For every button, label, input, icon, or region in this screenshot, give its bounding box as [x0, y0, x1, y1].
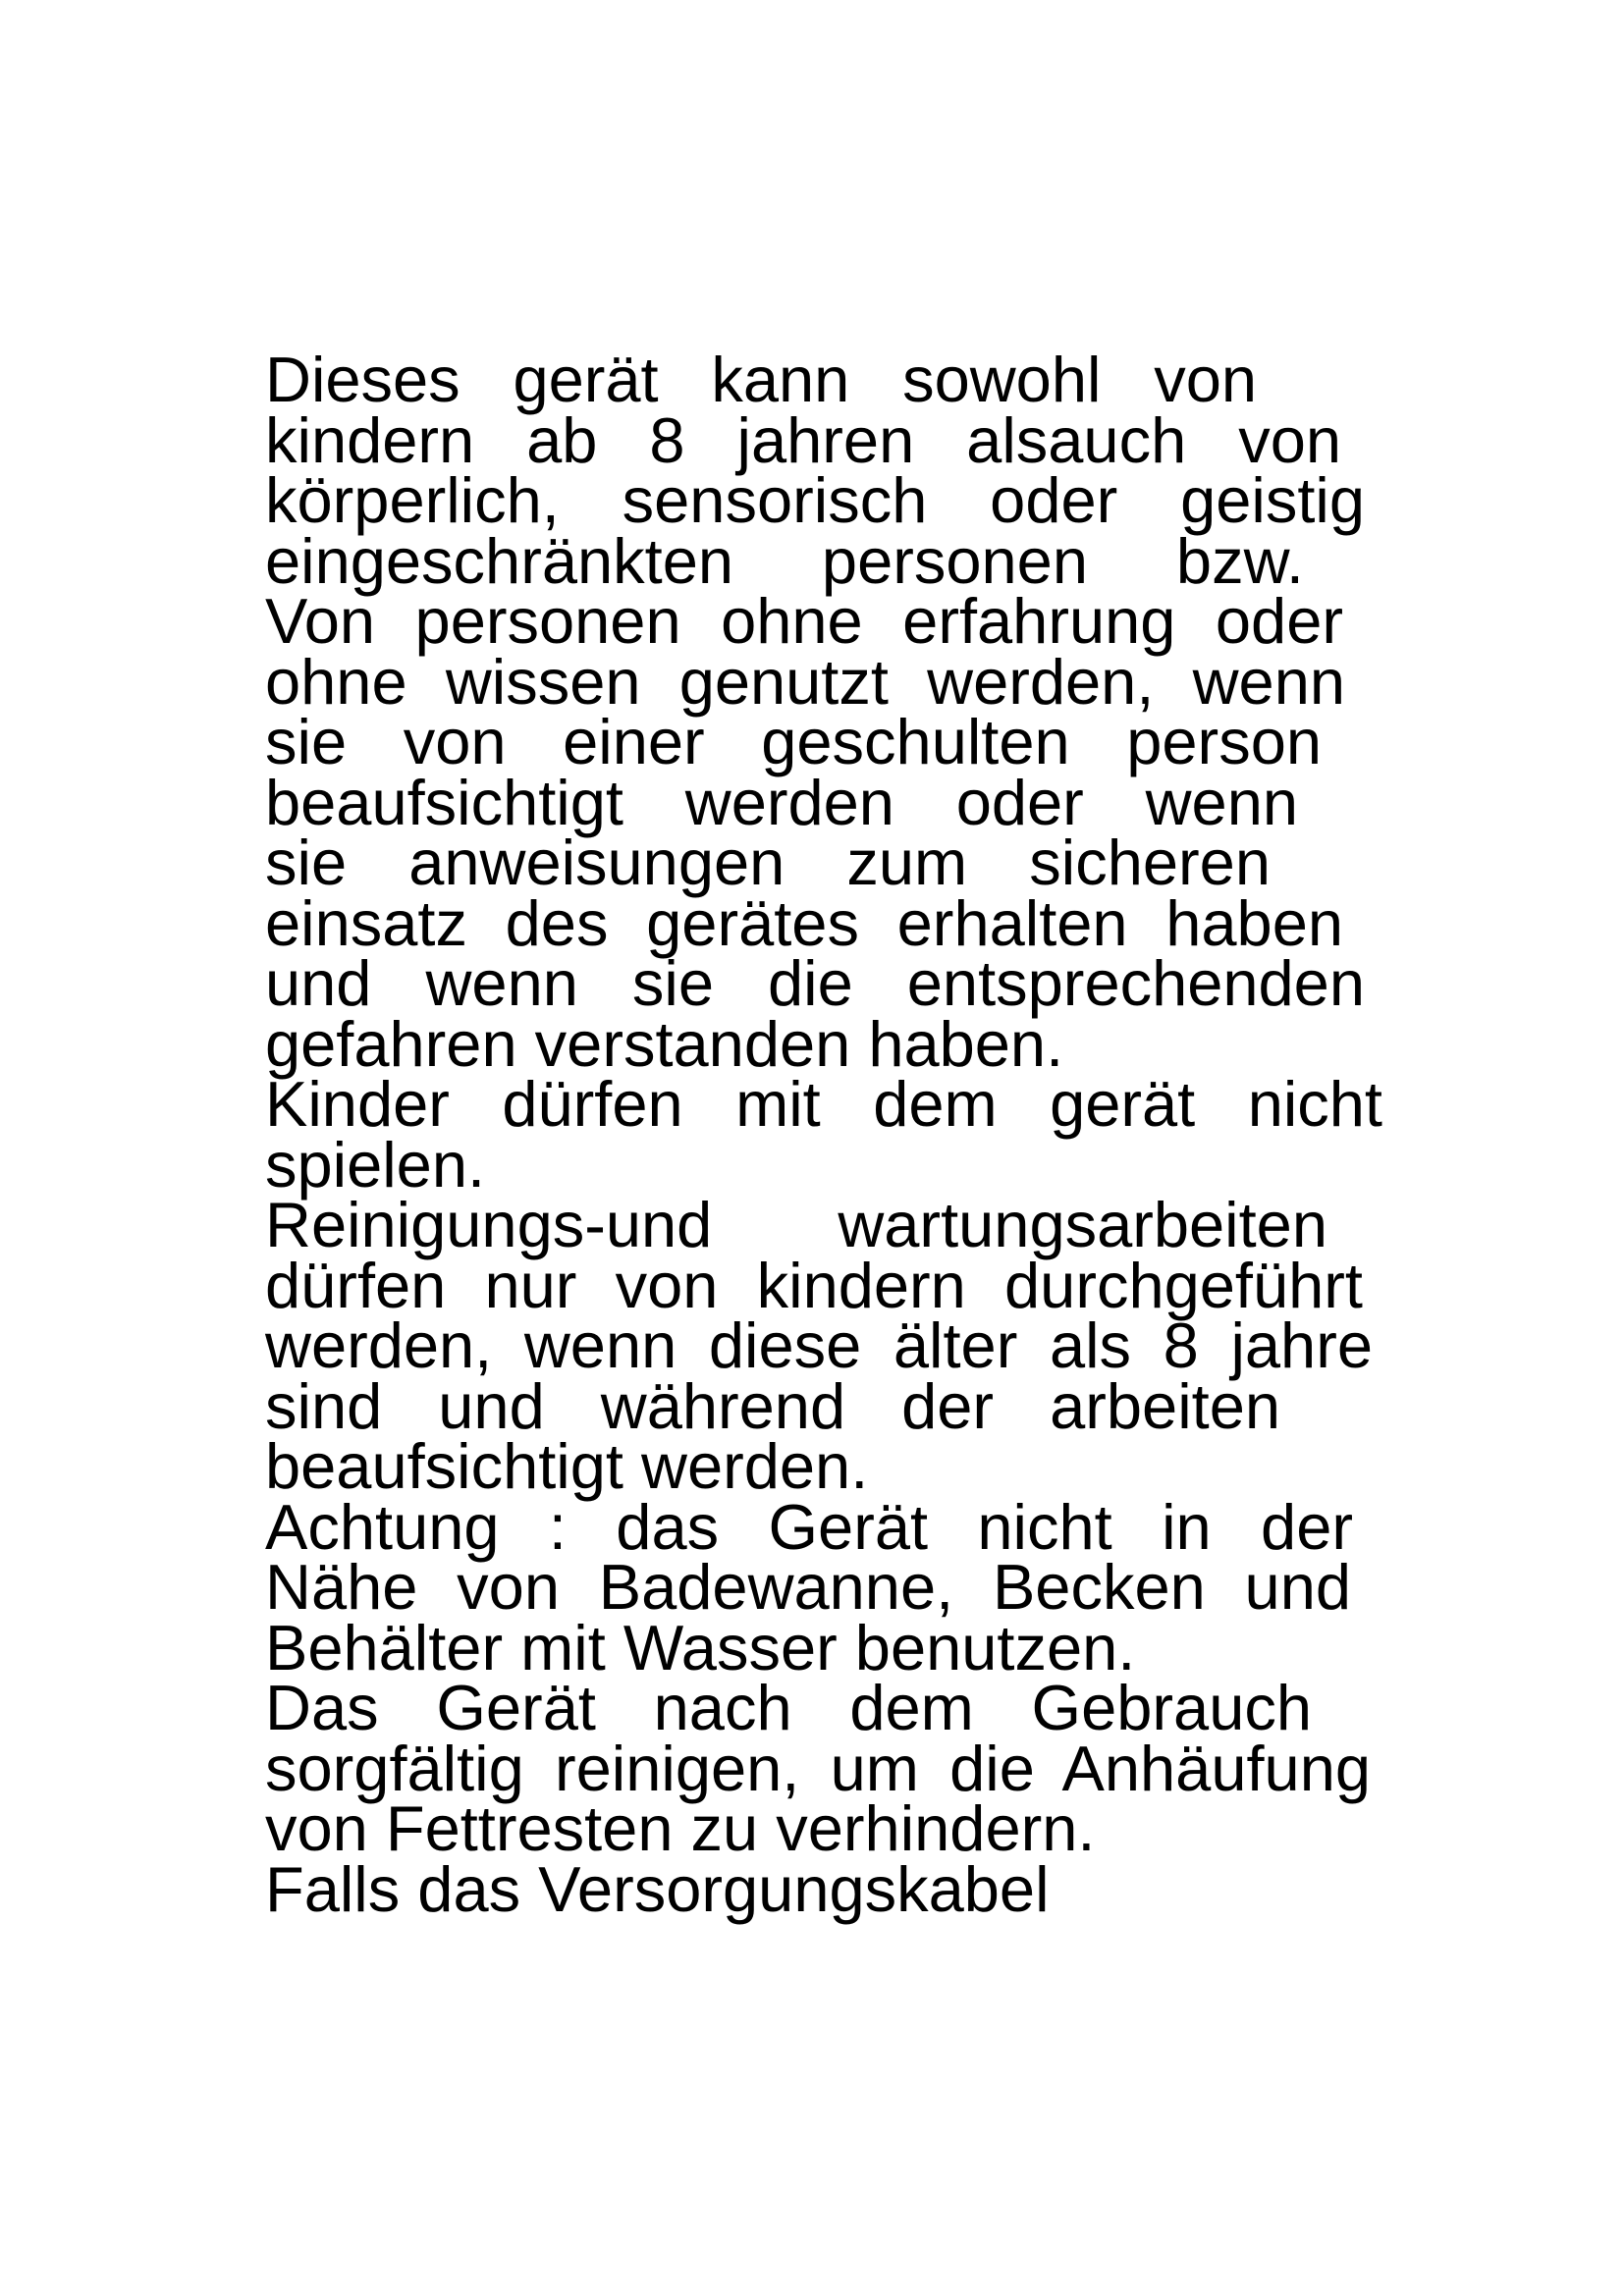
text-line: Behälter mit Wasser benutzen. — [265, 1611, 1136, 1683]
text-line: sie anweisungen zum sicheren — [265, 827, 1271, 898]
text-line: beaufsichtigt werden. — [265, 1430, 869, 1502]
safety-instructions-text — [265, 344, 1384, 1925]
text-line: Dieses gerät kann sowohl von — [265, 344, 1257, 415]
text-line: einsatz des gerätes erhalten haben — [265, 886, 1343, 959]
text-line: Das Gerät nach dem Gebrauch — [265, 1672, 1312, 1743]
text-line: Reinigungs-und wartungsarbeiten — [265, 1189, 1327, 1260]
text-line: beaufsichtigt werden oder wenn — [265, 766, 1298, 838]
text-line: Achtung : das Gerät nicht in der — [265, 1490, 1353, 1563]
text-line: Nähe von Badewanne, Becken und — [265, 1551, 1351, 1623]
text-line: Falls das Versorgungskabel — [265, 1852, 1050, 1925]
text-line: eingeschränkten personen bzw. — [265, 524, 1304, 597]
text-line: von Fettresten zu verhindern. — [265, 1792, 1096, 1864]
text-line: körperlich, sensorisch oder geistig — [265, 464, 1365, 536]
text-line: gefahren verstanden haben. — [265, 1007, 1064, 1080]
text-line: ohne wissen genutzt werden, wenn — [265, 645, 1345, 718]
text-line: sorgfältig reinigen, um die Anhäufung — [265, 1732, 1371, 1804]
text-line: Kinder dürfen mit dem gerät nicht — [265, 1068, 1382, 1140]
text-line: spielen. — [265, 1128, 486, 1201]
text-line: dürfen nur von kindern durchgeführt — [265, 1249, 1363, 1321]
text-line: kindern ab 8 jahren alsauch von — [265, 403, 1341, 476]
text-line: werden, wenn diese älter als 8 jahre — [265, 1309, 1373, 1381]
text-line: Von personen ohne erfahrung oder — [265, 585, 1343, 657]
text-line: und wenn sie die entsprechenden — [265, 947, 1365, 1019]
text-line: sind und während der arbeiten — [265, 1369, 1280, 1442]
text-line: sie von einer geschulten person — [265, 706, 1322, 777]
